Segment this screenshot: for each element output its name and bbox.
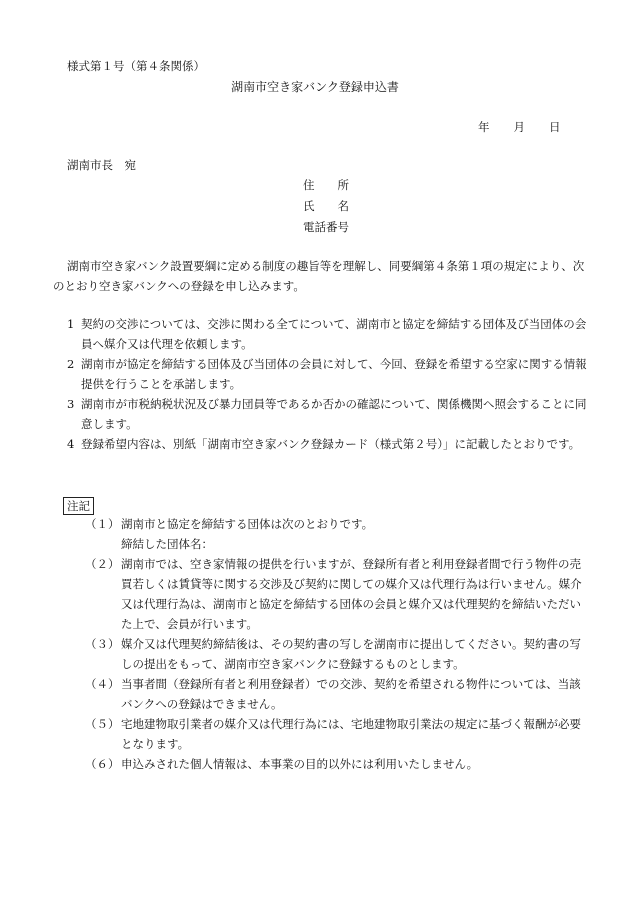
contracted-organization-label: 締結した団体名： — [121, 537, 213, 551]
note-item — [85, 554, 585, 634]
note-item — [85, 514, 585, 534]
consent-text: 登録希望内容は、別紙「湖南市空き家バンク登録カード（様式第２号）」に記載したとおりです。 — [81, 437, 581, 451]
consent-text: 湖南市が協定を締結する団体及び当団体の会員に対して、今回、登録を希望する空家に関する情報提供を行うことを承諾します。 — [81, 357, 587, 391]
note-item — [85, 634, 585, 674]
consent-text: 湖南市が市税納税状況及び暴力団員等であるか否かの確認について、関係機関へ照会することに同意します。 — [81, 397, 587, 431]
date-line — [478, 117, 561, 137]
addressee: 湖南市長 宛 — [67, 158, 136, 172]
note-text: 湖南市と協定を締結する団体は次のとおりです。 — [121, 517, 374, 531]
note-item — [85, 674, 585, 714]
notes-list — [85, 514, 585, 774]
note-number: （６） — [85, 757, 120, 771]
consent-number: 3 — [67, 397, 75, 411]
note-number: （３） — [85, 637, 120, 651]
note-item — [85, 714, 585, 754]
consent-text: 契約の交渉については、交渉に関わる全てについて、湖南市と協定を締結する団体及び当団体の会員へ媒介又は代理を依頼します。 — [81, 317, 587, 351]
consent-item — [53, 434, 593, 454]
note-text: 申込みされた個人情報は、本事業の目的以外には利用いたしません。 — [121, 757, 479, 771]
consent-number: 1 — [67, 317, 75, 331]
note-number: （２） — [85, 557, 120, 571]
lead-paragraph: 湖南市空き家バンク設置要綱に定める制度の趣旨等を理解し、同要綱第４条第１項の規定により、次のとおり空き家バンクへの登録を申し込みます。 — [53, 259, 585, 293]
consent-number: 2 — [67, 357, 75, 371]
note-item — [85, 754, 585, 774]
consent-number: 4 — [67, 437, 75, 451]
date-month: 月 — [513, 120, 525, 134]
note-text: 媒介又は代理契約締結後は、その契約書の写しを湖南市に提出してください。契約書の写しの提出をもって、湖南市空き家バンクに登録するものとします。 — [121, 637, 581, 671]
phone-field-label: 電話番号 — [303, 220, 349, 234]
note-number: （５） — [85, 717, 120, 731]
notes-heading: 注記 — [63, 497, 94, 515]
note-number: （４） — [85, 677, 120, 691]
address-field-label: 住 所 — [303, 178, 349, 192]
note-text: 宅地建物取引業者の媒介又は代理行為には、宅地建物取引業法の規定に基づく報酬が必要となります。 — [121, 717, 581, 751]
note-text: 当事者間（登録所有者と利用登録者）での交渉、契約を希望される物件については、当該バンクへの登録はできません。 — [121, 677, 581, 711]
consent-item — [53, 394, 593, 434]
form-number: 様式第１号（第４条関係） — [67, 59, 205, 73]
consent-list — [53, 314, 593, 454]
name-field-label: 氏 名 — [303, 199, 349, 213]
date-day: 日 — [549, 120, 561, 134]
date-year: 年 — [478, 120, 490, 134]
consent-item — [53, 354, 593, 394]
page-title: 湖南市空き家バンク登録申込書 — [231, 80, 399, 94]
consent-item — [53, 314, 593, 354]
note-number: （１） — [85, 517, 120, 531]
note-text: 湖南市では、空き家情報の提供を行いますが、登録所有者と利用登録者間で行う物件の売買若しくは賃貸等に関する交渉及び契約に関しての媒介又は代理行為は行いません。媒介又は代理行為は、湖南市と協定を締結する団体の会員と媒介又は代理契約を締結いただいた上で、会員が行います。 — [121, 557, 582, 631]
applicant-fields — [303, 175, 349, 238]
